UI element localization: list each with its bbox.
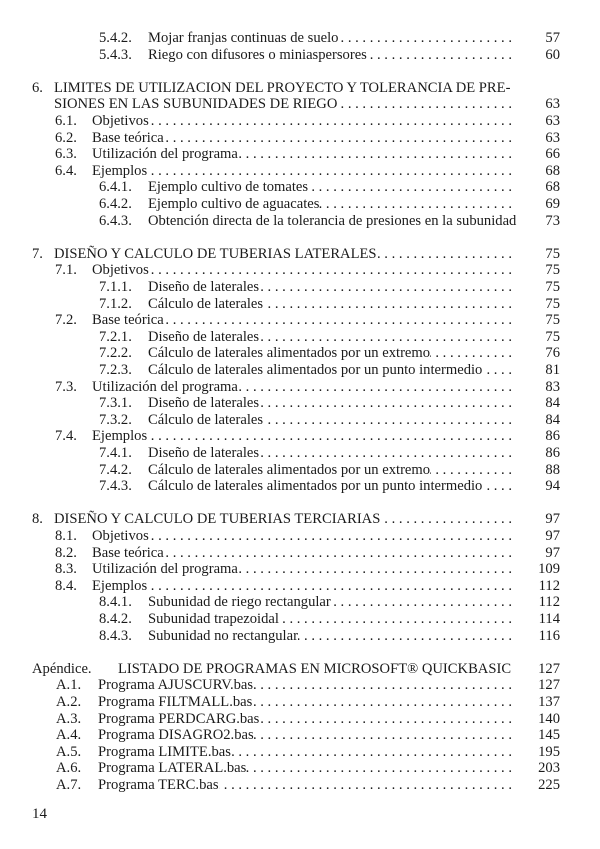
toc-entry (0, 296, 600, 313)
toc-entry-title: Subunidad de riego rectangular (148, 594, 331, 611)
toc-entry-number: 5.4.2. (99, 30, 132, 46)
toc-entry (0, 727, 600, 744)
toc-entry-number: 7.4.3. (99, 478, 132, 495)
toc-entry-title: Ejemplos (92, 577, 148, 594)
toc-entry-title: Programa DISAGRO2.bas (98, 727, 254, 744)
toc-entry-title: Subunidad trapezoidal (148, 611, 279, 627)
dot-leader (377, 246, 512, 263)
toc-entry-page: 76 (545, 345, 560, 362)
dot-leader (253, 677, 512, 694)
toc-entry-page: 195 (538, 743, 560, 760)
toc-entry-number: 8.4.1. (99, 594, 132, 611)
toc-entry-number: A.4. (56, 727, 82, 744)
toc-entry-page: 114 (538, 611, 560, 627)
toc-entry-number: 7.4. (55, 428, 77, 445)
toc-entry-number: 7.2.1. (99, 328, 132, 345)
dot-leader (254, 727, 512, 744)
toc-entry-page: 75 (545, 295, 560, 312)
toc-entry (0, 345, 600, 362)
toc-entry-title: Objetivos (92, 113, 149, 129)
toc-entry-title: Ejemplos (92, 428, 148, 445)
toc-entry-title: Cálculo de laterales alimentados por un punto intermedio (148, 362, 483, 378)
toc-entry-page: 112 (538, 594, 560, 611)
toc-entry-title: Ejemplo cultivo de tomates (148, 179, 309, 196)
toc-entry-page: 145 (538, 727, 560, 744)
toc-entry (0, 578, 600, 595)
toc-entry (0, 661, 600, 678)
dot-leader (149, 113, 512, 130)
toc-entry (0, 478, 600, 495)
toc-entry (0, 594, 600, 611)
toc-entry (0, 362, 600, 379)
toc-entry-page: 68 (545, 179, 560, 196)
toc-entry (0, 760, 600, 777)
toc-entry-title: Cálculo de laterales alimentados por un extremo (148, 461, 431, 478)
toc-entry-title: Utilización del programa (92, 561, 238, 578)
dot-leader (147, 428, 512, 445)
toc-entry-number: 7.3.1. (99, 395, 132, 412)
toc-entry-page: 94 (545, 478, 560, 495)
dot-leader (147, 578, 512, 595)
toc-entry-title: Subunidad no rectangular (148, 627, 298, 644)
dot-leader (516, 213, 522, 230)
toc-entry-number: 8. (32, 511, 43, 528)
page-number: 14 (32, 806, 47, 822)
toc-entry (0, 179, 600, 196)
dot-leader (367, 47, 512, 64)
toc-entry (0, 528, 600, 545)
toc-entry-title: Riego con difusores o miniaspersores (148, 46, 367, 63)
toc-entry (0, 511, 600, 528)
dot-leader (259, 445, 512, 462)
toc-entry-number: A.3. (56, 710, 82, 727)
toc-entry-page: 75 (545, 245, 560, 262)
toc-entry-title: Base teórica (92, 544, 164, 561)
toc-entry-number: 8.1. (55, 528, 77, 544)
toc-entry-page: 63 (545, 113, 560, 129)
toc-entry-title: Diseño de laterales (148, 328, 260, 345)
toc-entry (0, 279, 600, 296)
toc-entry-title: Programa LATERAL.bas (98, 760, 247, 777)
toc-entry-number: 6.4.3. (99, 212, 132, 229)
toc-entry-page: 127 (538, 660, 560, 677)
toc-entry-page: 69 (545, 196, 560, 212)
toc-entry-title: LIMITES DE UTILIZACION DEL PROYECTO Y TOLERANCIA DE PRE- (54, 79, 511, 96)
toc-entry (0, 428, 600, 445)
toc-entry-page: 127 (538, 677, 560, 694)
toc-entry-title: Cálculo de laterales alimentados por un extremo (148, 345, 431, 362)
dot-leader (219, 777, 512, 794)
toc-entry-page: 68 (545, 162, 560, 179)
toc-entry (0, 80, 600, 97)
dot-leader (149, 528, 512, 545)
toc-entry-page: 75 (545, 279, 560, 295)
toc-entry-number: 7.4.1. (99, 445, 132, 461)
dot-leader (149, 262, 512, 279)
toc-entry-page: 97 (545, 544, 560, 561)
toc-entry-title: Programa LIMITE.bas (98, 743, 231, 760)
toc-entry (0, 47, 600, 64)
toc-entry-number: 7. (32, 245, 43, 262)
toc-entry-page: 86 (545, 428, 560, 445)
toc-entry-title: Diseño de laterales (148, 395, 260, 412)
toc-entry-title: Base teórica (92, 312, 164, 329)
toc-entry (0, 694, 600, 711)
toc-entry-title: Programa TERC.bas (98, 777, 219, 793)
dot-leader (259, 711, 512, 728)
dot-leader (482, 362, 512, 379)
toc-entry-number: 7.1.2. (99, 295, 132, 312)
toc-entry-page: 75 (545, 328, 560, 345)
toc-entry-page: 97 (545, 528, 560, 544)
toc-entry-page: 63 (545, 129, 560, 146)
toc-entry (0, 628, 600, 645)
dot-leader (337, 96, 512, 113)
dot-leader (259, 279, 512, 296)
toc-entry-title: DISEÑO Y CALCULO DE TUBERIAS LATERALES (54, 245, 377, 262)
toc-entry-number: 7.3.2. (99, 411, 132, 428)
toc-entry (0, 30, 600, 47)
toc-entry-title: Programa FILTMALL.bas (98, 694, 253, 710)
toc-entry (0, 777, 600, 794)
toc-entry-number: 7.2.2. (99, 345, 132, 362)
dot-leader (338, 30, 512, 47)
toc-entry-title: Mojar franjas continuas de suelo (148, 30, 339, 46)
dot-leader (511, 661, 517, 678)
toc-entry-title: DISEÑO Y CALCULO DE TUBERIAS TERCIARIAS (54, 511, 381, 528)
toc-entry-title: Programa AJUSCURV.bas (98, 677, 254, 694)
toc-entry-page: 84 (545, 395, 560, 412)
toc-entry (0, 677, 600, 694)
toc-entry (0, 146, 600, 163)
toc-entry (0, 379, 600, 396)
dot-leader (430, 345, 512, 362)
toc-entry-page: 97 (545, 511, 560, 528)
toc-entry-number: 6.1. (55, 113, 77, 129)
toc-entry-number: 6.4. (55, 162, 77, 179)
toc-entry-page: 137 (538, 694, 560, 710)
dot-leader (252, 694, 512, 711)
toc-entry-number: 7.1. (55, 262, 77, 279)
toc-entry (0, 744, 600, 761)
dot-leader (263, 296, 512, 313)
toc-entry-number: 7.2. (55, 312, 77, 329)
toc-entry-page: 75 (545, 262, 560, 279)
toc-entry (0, 96, 600, 113)
toc-entry-number: 7.1.1. (99, 279, 132, 295)
toc-entry-number: 8.4.2. (99, 611, 132, 627)
dot-leader (259, 329, 512, 346)
toc-entry-title: SIONES EN LAS SUBUNIDADES DE RIEGO (54, 96, 338, 113)
dot-leader (238, 146, 512, 163)
toc-entry-page: 112 (538, 577, 560, 594)
toc-entry-page: 225 (538, 777, 560, 793)
toc-entry-page: 109 (538, 561, 560, 578)
toc-entry (0, 329, 600, 346)
toc-entry (0, 445, 600, 462)
toc-entry-page: 88 (545, 461, 560, 478)
dot-leader (231, 744, 512, 761)
toc-entry-number: 6.4.2. (99, 196, 132, 212)
toc-entry-page: 84 (545, 411, 560, 428)
toc-entry-number: A.1. (56, 677, 82, 694)
toc-entry-page: 60 (545, 46, 560, 63)
toc-entry-page: 75 (545, 312, 560, 329)
toc-entry-number: A.7. (56, 777, 82, 793)
dot-leader (246, 760, 512, 777)
toc-entry (0, 196, 600, 213)
toc-entry-page: 116 (538, 627, 560, 644)
dot-leader (380, 511, 512, 528)
toc-entry (0, 130, 600, 147)
dot-leader (430, 462, 512, 479)
toc-entry-page: 57 (545, 30, 560, 46)
toc-entry-number: 5.4.3. (99, 46, 132, 63)
toc-entry-title: Ejemplo cultivo de aguacates (148, 196, 320, 212)
dot-leader (259, 395, 512, 412)
dot-leader (238, 379, 512, 396)
toc-entry-page: 140 (538, 710, 560, 727)
toc-entry (0, 711, 600, 728)
toc-entry-title: Diseño de laterales (148, 445, 260, 461)
dot-leader (279, 611, 512, 628)
toc-entry-number: A.6. (56, 760, 82, 777)
dot-leader (147, 163, 512, 180)
toc-entry-number: 6. (32, 79, 43, 96)
toc-entry-title: Obtención directa de la tolerancia de presiones en la subunidad (148, 212, 517, 229)
toc-entry-title: Utilización del programa (92, 146, 238, 163)
toc-entry-title: LISTADO DE PROGRAMAS EN MICROSOFT® QUICKBASIC (118, 660, 512, 677)
toc-entry-title: Utilización del programa (92, 378, 238, 395)
toc-entry-number: Apéndice. (32, 660, 92, 677)
toc-entry (0, 462, 600, 479)
dot-leader (298, 628, 512, 645)
toc-entry-title: Cálculo de laterales (148, 295, 264, 312)
toc-entry-page: 81 (545, 362, 560, 378)
toc-entry (0, 611, 600, 628)
toc-entry-number: 6.3. (55, 146, 77, 163)
toc-entry-page: 83 (545, 378, 560, 395)
toc-entry (0, 412, 600, 429)
dot-leader (510, 80, 516, 97)
toc-entry-number: 7.2.3. (99, 362, 132, 378)
dot-leader (308, 179, 512, 196)
toc-entry-title: Cálculo de laterales (148, 411, 264, 428)
toc-entry-number: 6.2. (55, 129, 77, 146)
toc-entry-page: 86 (545, 445, 560, 461)
toc-entry-title: Objetivos (92, 262, 149, 279)
toc-entry (0, 545, 600, 562)
toc-entry (0, 561, 600, 578)
toc-entry-title: Programa PERDCARG.bas (98, 710, 260, 727)
dot-leader (319, 196, 512, 213)
toc-entry (0, 163, 600, 180)
toc-entry-number: A.2. (56, 694, 82, 710)
toc-entry-title: Diseño de laterales (148, 279, 260, 295)
toc-entry-number: 6.4.1. (99, 179, 132, 196)
toc-entry (0, 262, 600, 279)
toc-entry-number: 8.3. (55, 561, 77, 578)
toc-entry-title: Cálculo de laterales alimentados por un punto intermedio (148, 478, 483, 495)
toc-entry (0, 312, 600, 329)
dot-leader (263, 412, 512, 429)
dot-leader (164, 130, 512, 147)
toc-entry-number: 8.4.3. (99, 627, 132, 644)
toc-entry (0, 113, 600, 130)
dot-leader (482, 478, 512, 495)
dot-leader (164, 312, 512, 329)
toc-entry-page: 73 (545, 212, 560, 229)
toc-entry-title: Ejemplos (92, 162, 148, 179)
toc-entry-number: 7.3. (55, 378, 77, 395)
toc-entry-title: Base teórica (92, 129, 164, 146)
toc-entry (0, 213, 600, 230)
toc-entry-page: 203 (538, 760, 560, 777)
toc-entry-title: Objetivos (92, 528, 149, 544)
toc-entry (0, 246, 600, 263)
toc-entry-number: 8.2. (55, 544, 77, 561)
toc-entry (0, 395, 600, 412)
dot-leader (238, 561, 512, 578)
dot-leader (331, 594, 512, 611)
toc-entry-page: 63 (545, 96, 560, 113)
toc-entry-number: A.5. (56, 743, 82, 760)
toc-entry-page: 66 (545, 146, 560, 163)
toc-entry-number: 7.4.2. (99, 461, 132, 478)
toc-entry-number: 8.4. (55, 577, 77, 594)
dot-leader (164, 545, 512, 562)
